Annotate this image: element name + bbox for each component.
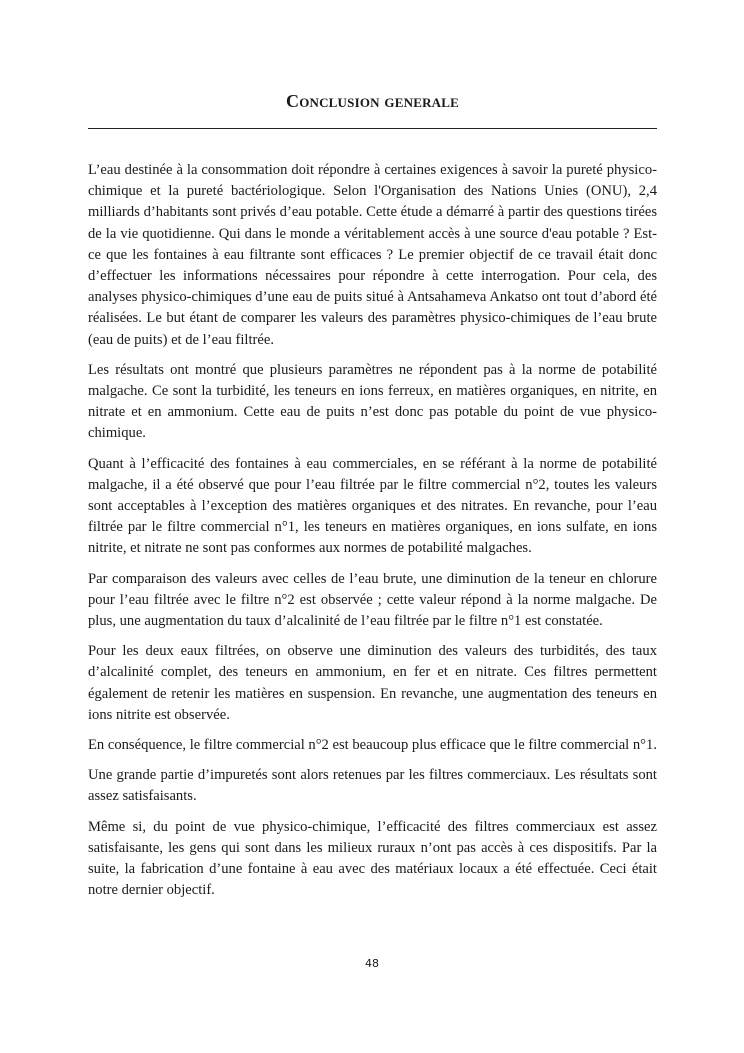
paragraph-final-objective: Même si, du point de vue physico-chimique, l’efficacité des filtres commerciaux est assez satisfaisante, les gens qui sont dans les milieux ruraux n’ont pas accès à ces dispositifs. Par la suite, la fabrication d’une fontaine à eau avec des matériaux locaux a été effectuée. Ceci était notre dernier objectif.	[88, 818, 657, 899]
page-number: 48	[365, 957, 379, 970]
paragraph-consequence: En conséquence, le filtre commercial n°2 est beaucoup plus efficace que le filtre commercial n°1.	[88, 737, 657, 754]
document-body	[88, 160, 657, 911]
paragraph-comparison: Par comparaison des valeurs avec celles de l’eau brute, une diminution de la teneur en chlorure pour l’eau filtrée avec le filtre n°2 est observée ; cette valeur répond à la norme malgache. De plus, une augmentation du taux d’alcalinité de l’eau filtrée par le filtre n°1 est constatée.	[88, 570, 657, 630]
paragraph-impurities: Une grande partie d’impuretés sont alors retenues par les filtres commerciaux. Les résultats sont assez satisfaisants.	[88, 767, 657, 805]
paragraph-both-filters: Pour les deux eaux filtrées, on observe une diminution des valeurs des turbidités, des taux d’alcalinité complet, des teneurs en ammonium, en fer et en nitrate. Ces filtres permettent également de retenir les matières en suspension. En revanche, une augmentation des teneurs en ions nitrite est observée.	[88, 643, 657, 723]
title-divider	[88, 128, 657, 129]
paragraph-commercial-fountains: Quant à l’efficacité des fontaines à eau commerciales, en se référant à la norme de potabilité malgache, il a été observé que pour l’eau filtrée par le filtre commercial n°2, toutes les valeurs sont acceptables à l’exception des matières organiques et des nitrates. En revanche, pour l’eau filtrée par le filtre commercial n°1, les teneurs en matières organiques, en ions sulfate, en ions nitrite, et nitrate ne sont pas conformes aux normes de potabilité malgaches.	[88, 455, 657, 557]
page-title: Conclusion generale	[286, 91, 459, 111]
paragraph-results: Les résultats ont montré que plusieurs paramètres ne répondent pas à la norme de potabilité malgache. Ce sont la turbidité, les teneurs en ions ferreux, en matières organiques, en nitrite, en nitrate et en ammonium. Cette eau de puits n’est donc pas potable du point de vue physico-chimique.	[88, 361, 657, 442]
paragraph-intro: L’eau destinée à la consommation doit répondre à certaines exigences à savoir la pureté physico-chimique et la pureté bactériologique. Selon l'Organisation des Nations Unies (ONU), 2,4 milliards d’habitants sont privés d’eau potable. Cette étude a démarré à partir des questions tirées de la vie quotidienne. Qui dans le monde a véritablement accès à une source d'eau potable ? Est-ce que les fontaines à eau filtrante sont efficaces ? Le premier objectif de ce travail était donc d’effectuer les informations nécessaires pour répondre à cette interrogation. Pour cela, des analyses physico-chimiques d’une eau de puits situé à Antsahameva Ankatso ont tout d’abord été réalisées. Le but étant de comparer les valeurs des paramètres physico-chimiques de l’eau brute (eau de puits) et de l’eau filtrée.	[88, 162, 657, 348]
